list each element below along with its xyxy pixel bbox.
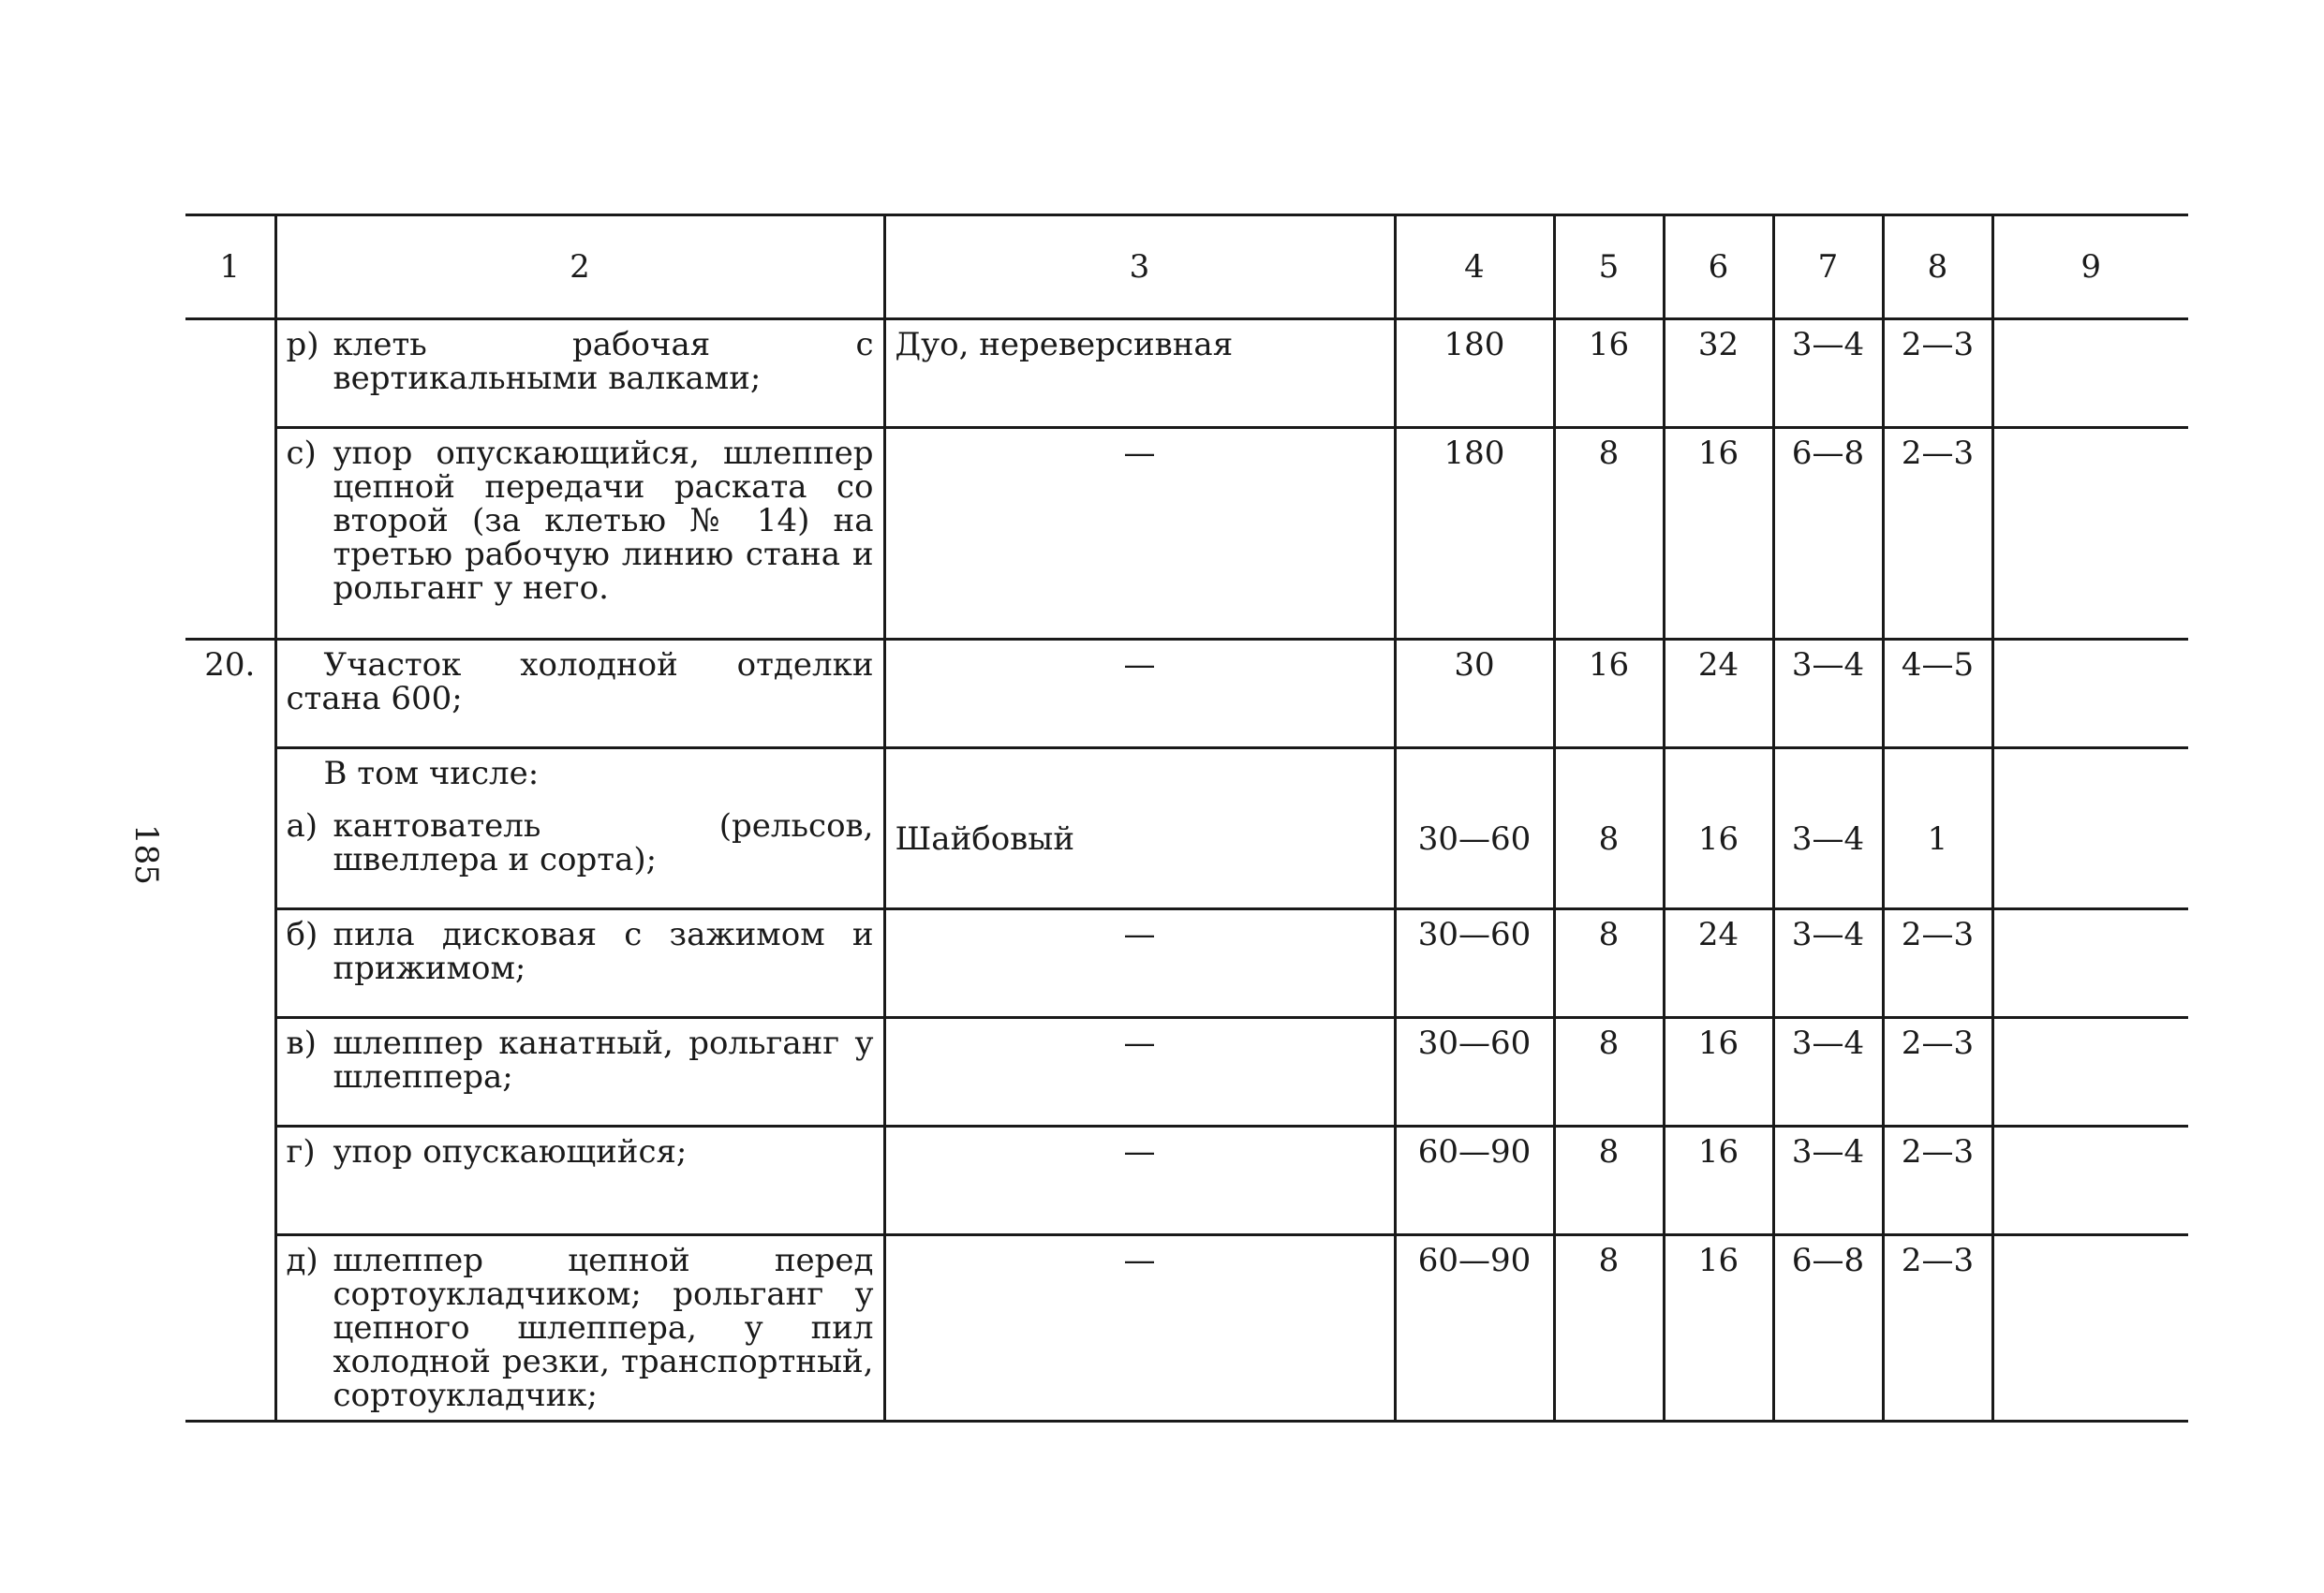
table-row [185, 1235, 2188, 1422]
cell-col9 [1992, 748, 2188, 909]
cell-col6: 16 [1664, 1018, 1773, 1127]
item-letter: а) [286, 807, 318, 845]
item-letter: р) [286, 326, 319, 363]
cell-col8: 2—3 [1883, 428, 1992, 640]
row-number [185, 748, 275, 909]
table-row [185, 640, 2188, 748]
header-row [185, 215, 2188, 319]
cell-col6: 24 [1664, 640, 1773, 748]
table-row [185, 319, 2188, 428]
cell-col4: 60—90 [1395, 1235, 1554, 1422]
cell-col8: 4—5 [1883, 640, 1992, 748]
row-type: — [884, 1235, 1395, 1422]
row-number: 20. [185, 640, 275, 748]
cell-col4: 180 [1395, 428, 1554, 640]
row-description [275, 319, 884, 428]
cell-col5: 8 [1554, 748, 1664, 909]
row-type: — [884, 640, 1395, 748]
cell-col9 [1992, 1235, 2188, 1422]
cell-col4: 30—60 [1395, 909, 1554, 1018]
cell-col7: 3—4 [1773, 1018, 1883, 1127]
cell-col7: 3—4 [1773, 748, 1883, 909]
cell-col9 [1992, 1018, 2188, 1127]
column-header: 1 [185, 215, 275, 319]
row-description [275, 1018, 884, 1127]
table-row [185, 1018, 2188, 1127]
subheading: В том числе: [323, 755, 540, 792]
cell-col9 [1992, 909, 2188, 1018]
column-header: 5 [1554, 215, 1664, 319]
row-type: Дуо, нереверсивная [884, 319, 1395, 428]
item-text: упор опускающийся, шлеппер цепной передачи раската со второй (за клетью № 14) на третью рабочую линию стана и рольганг у него. [333, 435, 874, 607]
row-description [275, 748, 884, 909]
row-number [185, 1235, 275, 1422]
cell-col5: 8 [1554, 1235, 1664, 1422]
row-type: — [884, 1018, 1395, 1127]
row-number [185, 909, 275, 1018]
column-header: 4 [1395, 215, 1554, 319]
item-text: кантователь (рельсов, швеллера и сорта); [333, 807, 874, 878]
cell-col6: 16 [1664, 748, 1773, 909]
cell-col6: 32 [1664, 319, 1773, 428]
cell-col5: 16 [1554, 640, 1664, 748]
equipment-table [185, 214, 2188, 1423]
cell-col4: 180 [1395, 319, 1554, 428]
row-description [275, 1235, 884, 1422]
cell-col8: 2—3 [1883, 909, 1992, 1018]
column-header: 9 [1992, 215, 2188, 319]
item-text: клеть рабочая с вертикальными валками; [333, 326, 874, 397]
cell-col8: 2—3 [1883, 1018, 1992, 1127]
row-type: Шайбовый [884, 748, 1395, 909]
cell-col5: 16 [1554, 319, 1664, 428]
item-letter: д) [286, 1242, 318, 1279]
cell-col9 [1992, 428, 2188, 640]
cell-col5: 8 [1554, 909, 1664, 1018]
cell-col7: 6—8 [1773, 428, 1883, 640]
row-description [275, 428, 884, 640]
row-type: — [884, 428, 1395, 640]
cell-col6: 16 [1664, 428, 1773, 640]
item-text: Участок холодной отделки стана 600; [286, 646, 874, 717]
item-text: упор опускающийся; [333, 1133, 688, 1171]
cell-col7: 3—4 [1773, 909, 1883, 1018]
table-row [185, 428, 2188, 640]
cell-col7: 6—8 [1773, 1235, 1883, 1422]
item-letter: б) [286, 916, 318, 953]
cell-col9 [1992, 640, 2188, 748]
row-type: — [884, 1127, 1395, 1235]
cell-col7: 3—4 [1773, 640, 1883, 748]
row-description [275, 1127, 884, 1235]
cell-col8: 2—3 [1883, 319, 1992, 428]
table-row [185, 909, 2188, 1018]
row-description [275, 640, 884, 748]
cell-col7: 3—4 [1773, 1127, 1883, 1235]
item-letter: в) [286, 1025, 317, 1062]
cell-col4: 30—60 [1395, 1018, 1554, 1127]
item-text: шлеппер цепной перед сортоукладчиком; рольганг у цепного шлеппера, у пил холодной резки, транспортный, сортоукладчик; [333, 1242, 874, 1414]
cell-col8: 2—3 [1883, 1127, 1992, 1235]
row-number [185, 1127, 275, 1235]
page-number: 185 [127, 824, 165, 885]
column-header: 6 [1664, 215, 1773, 319]
column-header: 7 [1773, 215, 1883, 319]
cell-col4: 60—90 [1395, 1127, 1554, 1235]
cell-col8: 1 [1883, 748, 1992, 909]
cell-col5: 8 [1554, 1018, 1664, 1127]
cell-col5: 8 [1554, 1127, 1664, 1235]
cell-col7: 3—4 [1773, 319, 1883, 428]
cell-col6: 16 [1664, 1127, 1773, 1235]
row-type: — [884, 909, 1395, 1018]
cell-col9 [1992, 1127, 2188, 1235]
table-row [185, 748, 2188, 909]
row-number [185, 319, 275, 428]
cell-col5: 8 [1554, 428, 1664, 640]
row-number [185, 428, 275, 640]
item-letter: с) [286, 435, 317, 472]
cell-col4: 30 [1395, 640, 1554, 748]
cell-col6: 24 [1664, 909, 1773, 1018]
item-text: пила дисковая с зажимом и прижимом; [333, 916, 874, 987]
cell-col8: 2—3 [1883, 1235, 1992, 1422]
cell-col4: 30—60 [1395, 748, 1554, 909]
column-header: 3 [884, 215, 1395, 319]
cell-col6: 16 [1664, 1235, 1773, 1422]
table-row [185, 1127, 2188, 1235]
column-header: 8 [1883, 215, 1992, 319]
cell-col9 [1992, 319, 2188, 428]
item-letter: г) [286, 1133, 316, 1171]
item-text: шлеппер канатный, рольганг у шлеппера; [333, 1025, 874, 1096]
row-description [275, 909, 884, 1018]
row-number [185, 1018, 275, 1127]
column-header: 2 [275, 215, 884, 319]
